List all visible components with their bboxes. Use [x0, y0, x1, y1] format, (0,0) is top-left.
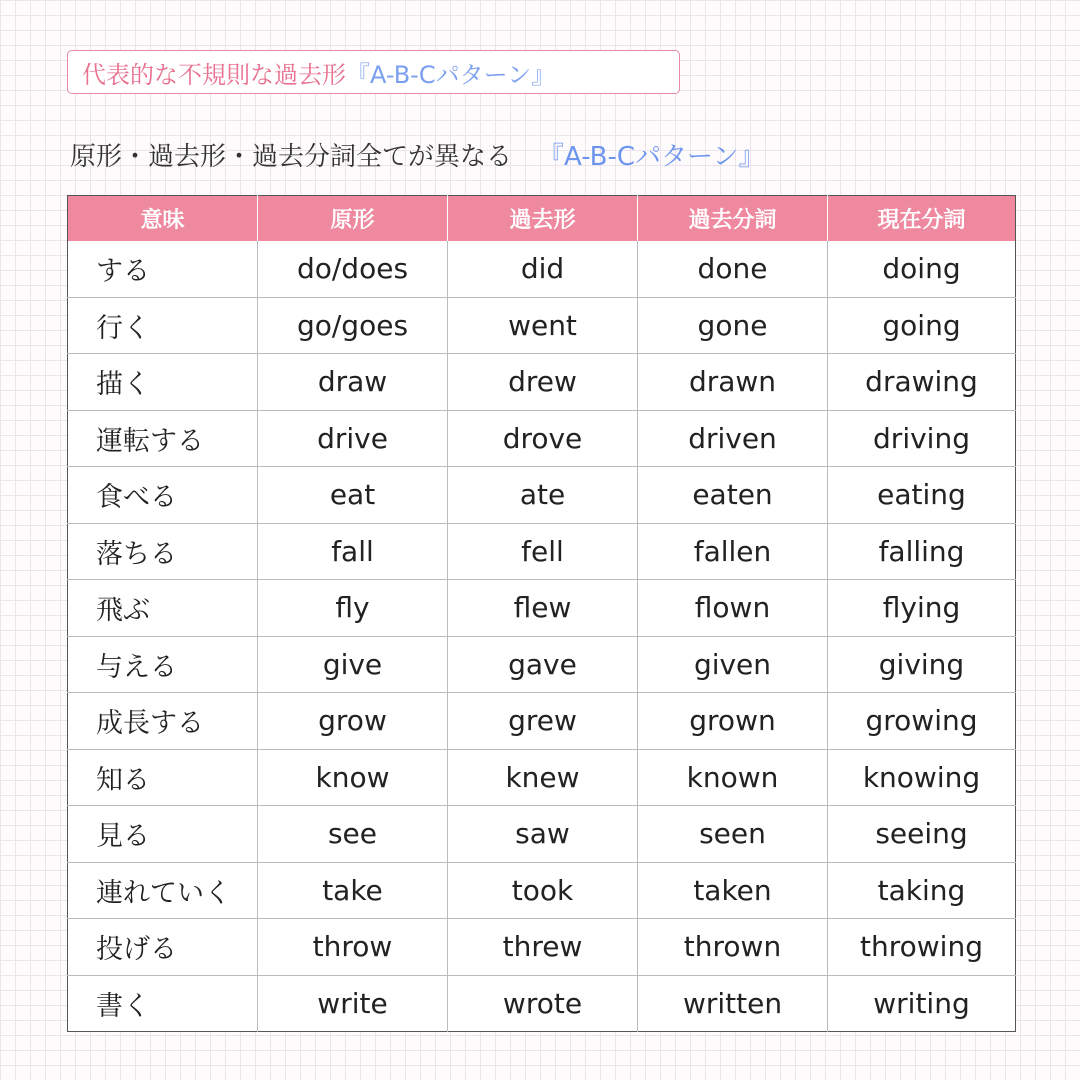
past-tense-cell: flew [448, 580, 638, 637]
base-form-cell: drive [258, 410, 448, 467]
present-participle-cell: knowing [828, 749, 1016, 806]
base-form-cell: fly [258, 580, 448, 637]
present-participle-cell: going [828, 297, 1016, 354]
present-participle-cell: flying [828, 580, 1016, 637]
title-box [67, 50, 680, 94]
past-participle-cell: thrown [638, 919, 828, 976]
present-participle-cell: doing [828, 241, 1016, 297]
past-tense-cell: drew [448, 354, 638, 411]
base-form-cell: go/goes [258, 297, 448, 354]
meaning-cell: 成長する [68, 693, 258, 750]
past-participle-cell: written [638, 975, 828, 1032]
meaning-cell: 食べる [68, 467, 258, 524]
past-participle-cell: taken [638, 862, 828, 919]
base-form-cell: take [258, 862, 448, 919]
base-form-cell: draw [258, 354, 448, 411]
past-tense-cell: drove [448, 410, 638, 467]
past-participle-cell: flown [638, 580, 828, 637]
table-row [68, 975, 1016, 1032]
base-form-cell: throw [258, 919, 448, 976]
present-participle-cell: growing [828, 693, 1016, 750]
table-row [68, 580, 1016, 637]
base-form-cell: see [258, 806, 448, 863]
verb-table [67, 195, 1016, 1032]
header-row [68, 196, 1016, 242]
base-form-cell: grow [258, 693, 448, 750]
meaning-cell: 落ちる [68, 523, 258, 580]
meaning-cell: 与える [68, 636, 258, 693]
past-participle-cell: driven [638, 410, 828, 467]
subtitle-pattern: 『A-B-Cパターン』 [538, 141, 765, 172]
past-tense-cell: took [448, 862, 638, 919]
past-tense-cell: grew [448, 693, 638, 750]
table-row [68, 862, 1016, 919]
header-present-participle: 現在分詞 [828, 196, 1016, 242]
past-tense-cell: went [448, 297, 638, 354]
past-participle-cell: gone [638, 297, 828, 354]
past-tense-cell: threw [448, 919, 638, 976]
present-participle-cell: driving [828, 410, 1016, 467]
past-tense-cell: gave [448, 636, 638, 693]
meaning-cell: する [68, 241, 258, 297]
meaning-cell: 行く [68, 297, 258, 354]
table-row [68, 919, 1016, 976]
title-pattern: 『A-B-Cパターン』 [346, 60, 556, 89]
past-tense-cell: ate [448, 467, 638, 524]
table-row [68, 354, 1016, 411]
table-row [68, 523, 1016, 580]
past-tense-cell: did [448, 241, 638, 297]
title-text: 代表的な不規則な過去形 [82, 60, 346, 89]
meaning-cell: 描く [68, 354, 258, 411]
base-form-cell: fall [258, 523, 448, 580]
past-participle-cell: done [638, 241, 828, 297]
table-row [68, 636, 1016, 693]
base-form-cell: write [258, 975, 448, 1032]
meaning-cell: 投げる [68, 919, 258, 976]
present-participle-cell: drawing [828, 354, 1016, 411]
past-participle-cell: fallen [638, 523, 828, 580]
header-base-form: 原形 [258, 196, 448, 242]
past-tense-cell: saw [448, 806, 638, 863]
meaning-cell: 書く [68, 975, 258, 1032]
past-participle-cell: drawn [638, 354, 828, 411]
present-participle-cell: eating [828, 467, 1016, 524]
table-row [68, 693, 1016, 750]
header-past-participle: 過去分詞 [638, 196, 828, 242]
subtitle-text: 原形・過去形・過去分詞全てが異なる [70, 141, 513, 172]
past-participle-cell: eaten [638, 467, 828, 524]
past-tense-cell: fell [448, 523, 638, 580]
table-row [68, 410, 1016, 467]
base-form-cell: eat [258, 467, 448, 524]
present-participle-cell: taking [828, 862, 1016, 919]
header-meaning: 意味 [68, 196, 258, 242]
base-form-cell: do/does [258, 241, 448, 297]
table-row [68, 467, 1016, 524]
meaning-cell: 運転する [68, 410, 258, 467]
table-row [68, 749, 1016, 806]
subtitle [70, 134, 765, 174]
present-participle-cell: falling [828, 523, 1016, 580]
present-participle-cell: giving [828, 636, 1016, 693]
present-participle-cell: throwing [828, 919, 1016, 976]
past-participle-cell: known [638, 749, 828, 806]
meaning-cell: 飛ぶ [68, 580, 258, 637]
past-tense-cell: knew [448, 749, 638, 806]
table-body [68, 241, 1016, 1032]
meaning-cell: 連れていく [68, 862, 258, 919]
base-form-cell: give [258, 636, 448, 693]
present-participle-cell: writing [873, 986, 970, 1020]
header-past-tense: 過去形 [448, 196, 638, 242]
base-form-cell: know [258, 749, 448, 806]
past-participle-cell: seen [638, 806, 828, 863]
meaning-cell: 見る [68, 806, 258, 863]
present-participle-cell: seeing [828, 806, 1016, 863]
table-row [68, 241, 1016, 297]
table-row [68, 297, 1016, 354]
past-participle-cell: given [638, 636, 828, 693]
meaning-cell: 知る [68, 749, 258, 806]
table-row [68, 806, 1016, 863]
past-tense-cell: wrote [448, 975, 638, 1032]
past-participle-cell: grown [638, 693, 828, 750]
